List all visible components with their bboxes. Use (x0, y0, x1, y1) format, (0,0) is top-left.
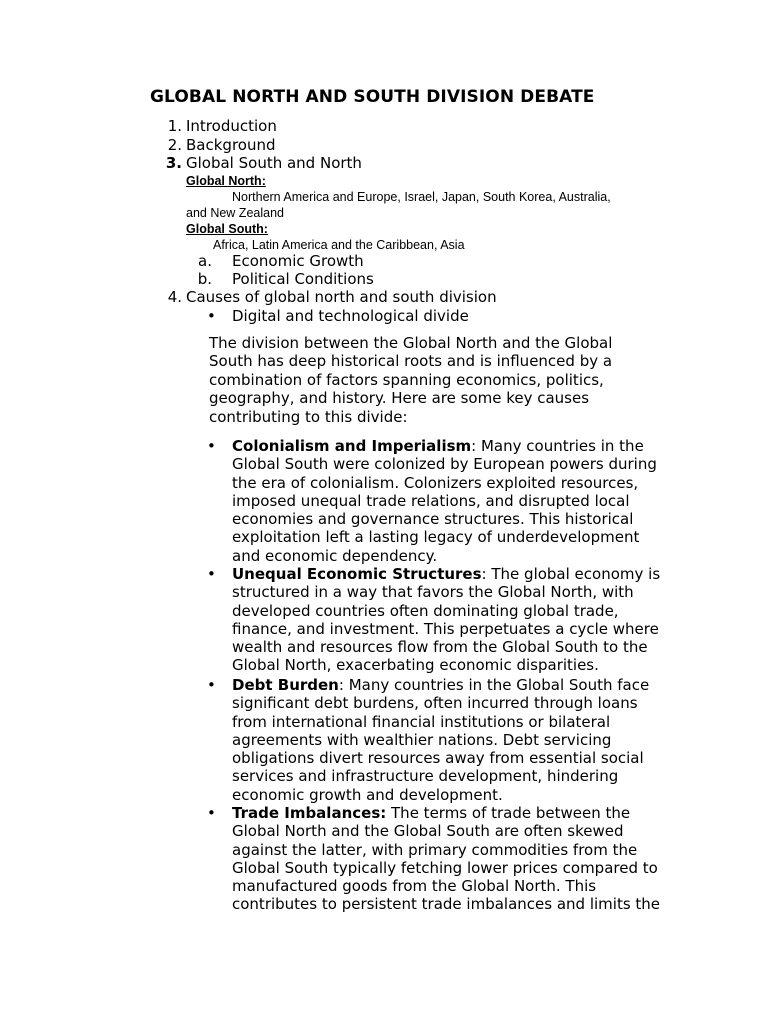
cause-text: Many countries in the (476, 437, 644, 455)
global-south-regions: Africa, Latin America and the Caribbean, Asia (213, 238, 465, 252)
bullet-icon: • (207, 307, 216, 325)
subitem-letter: a. (198, 252, 212, 270)
outline-label: Causes of global north and south division (186, 288, 497, 306)
outline-number: 2. (167, 136, 182, 154)
cause-line: structured in a way that favors the Global North, with (232, 583, 634, 602)
intro-paragraph (209, 334, 669, 426)
cause-line: Global North and the Global South are often skewed (232, 822, 624, 841)
cause-separator: : (481, 565, 487, 583)
cause-line: economies and governance structures. This historical (232, 510, 634, 529)
cause-line: imposed unequal trade relations, and disrupted local (232, 491, 630, 510)
paragraph-line: combination of factors spanning economics, politics, (209, 370, 604, 389)
cause-term: Debt Burden (232, 676, 339, 694)
cause-line: Global North, exacerbating economic disparities. (232, 656, 599, 675)
cause-debt-burden (232, 676, 682, 804)
cause-line: finance, and investment. This perpetuates a cycle where (232, 619, 659, 638)
cause-line: against the latter, with primary commodities from the (232, 840, 638, 859)
global-south-heading: Global South: (186, 222, 268, 236)
cause-colonialism (232, 437, 682, 565)
cause-line: economic growth and development. (232, 785, 503, 804)
global-north-countries: Northern America and Europe, Israel, Japan, South Korea, Australia, (232, 190, 611, 204)
cause-line: agreements with wealthier nations. Debt servicing (232, 730, 612, 749)
cause-line: contributes to persistent trade imbalances and limits the (232, 895, 661, 914)
cause-term: Trade Imbalances: (232, 804, 387, 822)
subitem-label: Political Conditions (232, 270, 374, 288)
cause-line: developed countries often dominating global trade, (232, 601, 619, 620)
cause-line: obligations divert resources away from essential social (232, 749, 644, 768)
cause-line: exploitation left a lasting legacy of underdevelopment (232, 528, 640, 547)
outline-label: Background (186, 136, 276, 154)
cause-line: wealth and resources flow from the Global South to the (232, 638, 648, 657)
cause-term: Unequal Economic Structures (232, 565, 482, 583)
bullet-icon: • (207, 676, 216, 694)
paragraph-line: contributing to this divide: (209, 407, 408, 426)
outline-label: Global South and North (186, 154, 362, 172)
paragraph-line: The division between the Global North and the Global (209, 334, 613, 352)
cause-text: The terms of trade between the (386, 804, 631, 822)
cause-line: the era of colonialism. Colonizers exploited resources, (232, 473, 639, 492)
global-north-countries-cont: and New Zealand (186, 206, 284, 220)
cause-first-line (232, 437, 682, 455)
bullet-icon: • (207, 804, 216, 822)
cause-first-line (232, 676, 682, 694)
outline-number: 4. (167, 288, 182, 306)
cause-line: significant debt burdens, often incurred through loans (232, 694, 638, 713)
outline-number: 3. (165, 154, 182, 172)
cause-line: Global South typically fetching lower prices compared to (232, 858, 658, 877)
cause-line: and economic dependency. (232, 546, 438, 565)
cause-first-line (232, 804, 682, 822)
bullet-digital-divide: Digital and technological divide (232, 307, 469, 325)
paragraph-line: South has deep historical roots and is influenced by a (209, 352, 613, 371)
cause-line: Global South were colonized by European powers during (232, 455, 657, 474)
cause-text: The global economy is (486, 565, 661, 583)
cause-line: from international financial institutions or bilateral (232, 712, 611, 731)
cause-unequal-economic-structures (232, 565, 682, 675)
cause-line: manufactured goods from the Global North. This (232, 877, 597, 896)
paragraph-line: geography, and history. Here are some key causes (209, 389, 590, 408)
bullet-icon: • (207, 565, 216, 583)
cause-trade-imbalances (232, 804, 682, 914)
subitem-label: Economic Growth (232, 252, 364, 270)
cause-text: Many countries in the Global South face (343, 676, 650, 694)
cause-separator: : (471, 437, 477, 455)
outline-label: Introduction (186, 117, 277, 135)
outline-number: 1. (167, 117, 182, 135)
cause-line: services and infrastructure development, hindering (232, 767, 619, 786)
cause-term: Colonialism and Imperialism (232, 437, 472, 455)
subitem-letter: b. (197, 270, 212, 288)
cause-separator: : (338, 676, 344, 694)
bullet-icon: • (207, 437, 216, 455)
cause-first-line (232, 565, 682, 583)
global-north-heading: Global North: (186, 174, 266, 188)
document-title: GLOBAL NORTH AND SOUTH DIVISION DEBATE (150, 87, 595, 107)
